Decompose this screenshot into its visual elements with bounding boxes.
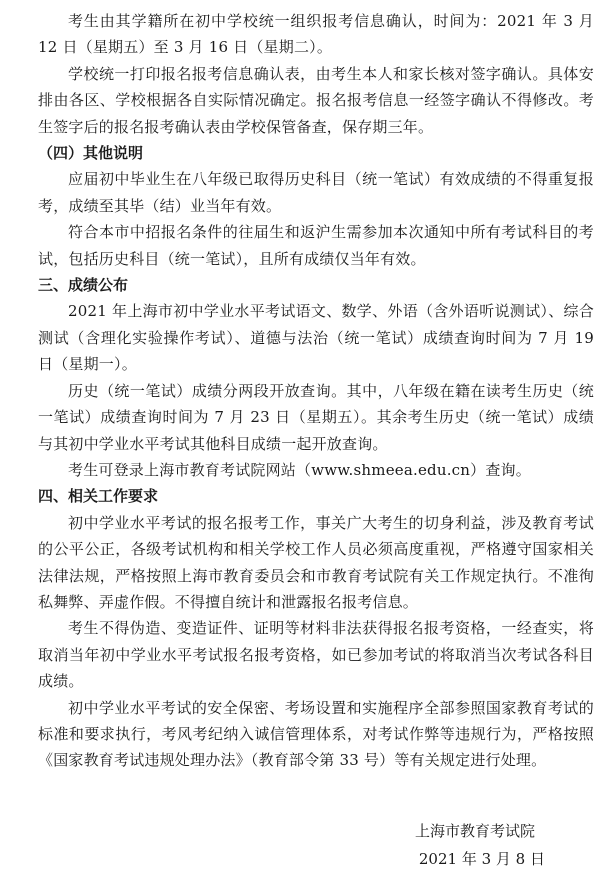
paragraph-returning-students: 符合本市中招报名条件的往届生和返沪生需参加本次通知中所有考试科目的考试，包括历史科目（统一笔试），且所有成绩仅当年有效。	[38, 223, 594, 268]
paragraph-confirmation-time: 考生由其学籍所在初中学校统一组织报考信息确认，时间为：2021 年 3 月 12 日（星期五）至 3 月 16 日（星期二）。	[38, 12, 594, 57]
paragraph-registration-work: 初中学业水平考试的报名报考工作，事关广大考生的切身利益，涉及教育考试的公平公正，各级考试机构和相关学校工作人员必须高度重视，严格遵守国家相关法律法规，严格按照上海市教育委员会和市教育考试院有关工作规定执行。不准徇私舞弊、弄虚作假。不得擅自统计和泄露报名报考信息。	[38, 513, 594, 611]
signature-date: 2021 年 3 月 8 日	[418, 850, 545, 868]
paragraph-exam-security: 初中学业水平考试的安全保密、考场设置和实施程序全部参照国家教育考试的标准和要求执行，考风考纪纳入诚信管理体系，对考试作弊等违规行为，严格按照《国家教育考试违规处理办法》（教育部令第 33 号）等有关规定进行处理。	[38, 698, 594, 770]
paragraph-history-score-query: 历史（统一笔试）成绩分两段开放查询。其中，八年级在籍在读考生历史（统一笔试）成绩查询时间为 7 月 23 日（星期五）。其余考生历史（统一笔试）成绩与其初中学业水平考试其他科目成绩一起开放查询。	[38, 381, 594, 453]
paragraph-history-score-validity: 应届初中毕业生在八年级已取得历史科目（统一笔试）有效成绩的不得重复报考，成绩至其毕（结）业当年有效。	[38, 170, 594, 215]
paragraph-confirmation-form: 学校统一打印报名报考信息确认表，由考生本人和家长核对签字确认。具体安排由各区、学校根据各自实际情况确定。报名报考信息一经签字确认不得修改。考生签字后的报名报考确认表由学校保管备查，保存期三年。	[38, 64, 594, 136]
section-heading-work-requirements: 四、相关工作要求	[38, 487, 159, 506]
paragraph-query-website: 考生可登录上海市教育考试院网站（www.shmeea.edu.cn）查询。	[68, 460, 531, 479]
paragraph-forgery-penalty: 考生不得伪造、变造证件、证明等材料非法获得报名报考资格，一经查实，将取消当年初中学业水平考试报名报考资格，如已参加考试的将取消当次考试各科目成绩。	[38, 619, 594, 691]
document-body	[38, 8, 594, 774]
signature-organization: 上海市教育考试院	[414, 822, 535, 840]
section-heading-score-release: 三、成绩公布	[38, 276, 129, 295]
paragraph-score-query-date: 2021 年上海市初中学业水平考试语文、数学、外语（含外语听说测试）、综合测试（含理化实验操作考试）、道德与法治（统一笔试）成绩查询时间为 7 月 19 日（星期一）。	[38, 302, 594, 374]
section-heading-other-notes: （四）其他说明	[38, 144, 144, 163]
